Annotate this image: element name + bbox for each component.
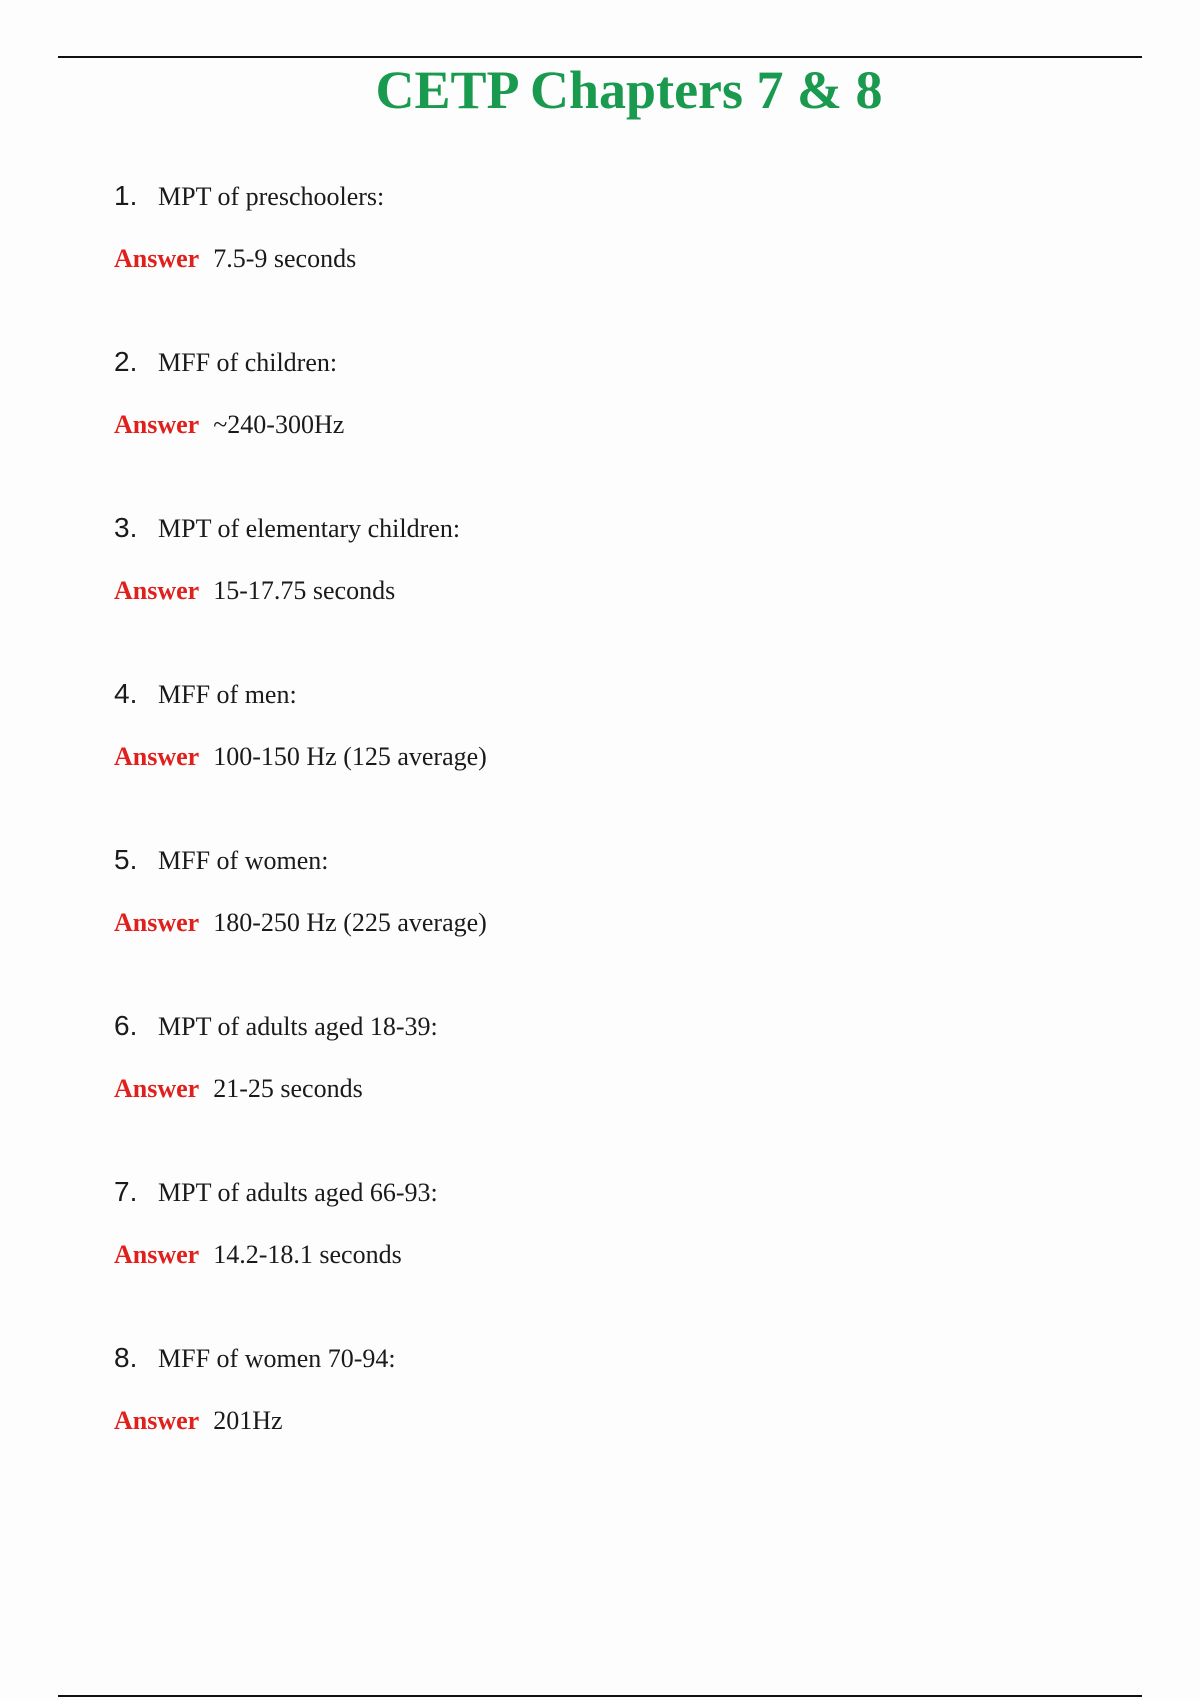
question: [114, 180, 1114, 224]
question-number: 7.: [114, 1176, 138, 1207]
question-number: 4.: [114, 678, 138, 709]
answer-label: Answer: [114, 1074, 200, 1103]
answer: [114, 908, 1114, 952]
question: [114, 346, 1114, 390]
answer: [114, 576, 1114, 620]
question-number: 3.: [114, 512, 138, 543]
question-text: MPT of elementary children:: [158, 514, 461, 543]
qa-item: [114, 1176, 1114, 1342]
question-number: 8.: [114, 1342, 138, 1373]
answer-label: Answer: [114, 410, 200, 439]
answer-text: 21-25 seconds: [213, 1074, 363, 1103]
answer-label: Answer: [114, 1406, 200, 1435]
answer-text: 14.2-18.1 seconds: [213, 1240, 402, 1269]
answer-text: 100-150 Hz (125 average): [213, 742, 487, 771]
answer: [114, 1074, 1114, 1118]
question: [114, 1176, 1114, 1220]
question-text: MPT of adults aged 18-39:: [158, 1012, 438, 1041]
answer-label: Answer: [114, 1240, 200, 1269]
answer: [114, 410, 1114, 454]
question-text: MFF of women 70-94:: [158, 1344, 396, 1373]
answer: [114, 1240, 1114, 1284]
question-number: 5.: [114, 844, 138, 875]
question-number: 2.: [114, 346, 138, 377]
question-number: 1.: [114, 180, 138, 211]
question-number: 6.: [114, 1010, 138, 1041]
qa-item: [114, 512, 1114, 678]
qa-item: [114, 844, 1114, 1010]
qa-item: [114, 1342, 1114, 1508]
answer-text: 180-250 Hz (225 average): [213, 908, 487, 937]
answer: [114, 1406, 1114, 1450]
answer-label: Answer: [114, 244, 200, 273]
answer: [114, 244, 1114, 288]
qa-item: [114, 180, 1114, 346]
question: [114, 512, 1114, 556]
qa-item: [114, 1010, 1114, 1176]
question-text: MFF of women:: [158, 846, 329, 875]
answer-text: ~240-300Hz: [213, 410, 345, 439]
answer-text: 201Hz: [213, 1406, 283, 1435]
question-text: MFF of children:: [158, 348, 338, 377]
bottom-rule: [58, 1695, 1142, 1697]
question-text: MPT of preschoolers:: [158, 182, 385, 211]
question-text: MPT of adults aged 66-93:: [158, 1178, 438, 1207]
answer-label: Answer: [114, 908, 200, 937]
qa-item: [114, 678, 1114, 844]
page-title: CETP Chapters 7 & 8: [375, 60, 883, 120]
question: [114, 1010, 1114, 1054]
qa-list: [114, 180, 1114, 1508]
answer-text: 7.5-9 seconds: [213, 244, 357, 273]
qa-item: [114, 346, 1114, 512]
question-text: MFF of men:: [158, 680, 297, 709]
question: [114, 844, 1114, 888]
answer: [114, 742, 1114, 786]
question: [114, 678, 1114, 722]
answer-label: Answer: [114, 576, 200, 605]
answer-label: Answer: [114, 742, 200, 771]
question: [114, 1342, 1114, 1386]
answer-text: 15-17.75 seconds: [213, 576, 396, 605]
